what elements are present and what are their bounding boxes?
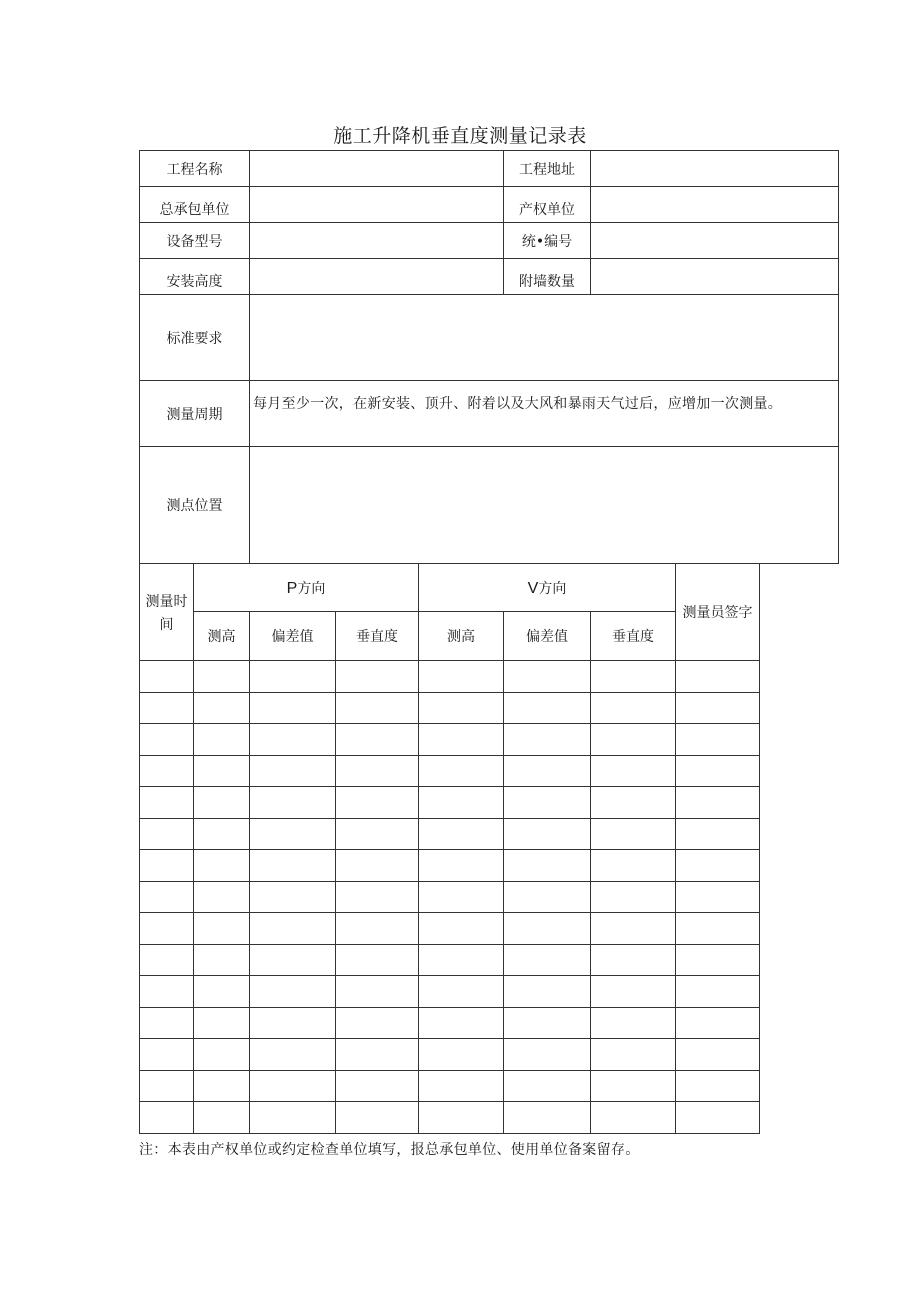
contractor-label: 总承包单位: [140, 187, 250, 223]
p-deviation-cell[interactable]: [250, 661, 336, 693]
footnote: 注：本表由产权单位或约定检查单位填写，报总承包单位、使用单位备案留存。: [139, 1142, 640, 1158]
p-verticality-cell[interactable]: [336, 850, 419, 882]
model-label: 设备型号: [140, 223, 250, 259]
p-deviation-cell[interactable]: [250, 755, 336, 787]
measurement-row: [140, 881, 839, 913]
contractor-field[interactable]: [250, 187, 504, 223]
measurement-row: [140, 976, 839, 1008]
v-verticality-cell[interactable]: [591, 1102, 676, 1134]
v-verticality-cell[interactable]: [591, 850, 676, 882]
signature-cell[interactable]: [676, 850, 760, 882]
p-verticality-cell[interactable]: [336, 818, 419, 850]
signature-cell[interactable]: [676, 1070, 760, 1102]
p-deviation-cell[interactable]: [250, 1102, 336, 1134]
measurement-row: [140, 661, 839, 693]
time-cell[interactable]: [140, 976, 194, 1008]
measurement-row: [140, 692, 839, 724]
p-deviation-cell[interactable]: [250, 1007, 336, 1039]
p-height-cell[interactable]: [194, 944, 250, 976]
p-verticality-cell[interactable]: [336, 881, 419, 913]
standard-label: 标准要求: [140, 295, 250, 381]
time-cell[interactable]: [140, 787, 194, 819]
time-cell[interactable]: [140, 724, 194, 756]
v-deviation-cell[interactable]: [504, 1070, 591, 1102]
wall-ties-label: 附墙数量: [504, 259, 591, 295]
standard-field[interactable]: [250, 295, 839, 381]
time-cell[interactable]: [140, 1039, 194, 1071]
signature-cell[interactable]: [676, 976, 760, 1008]
p-verticality-cell[interactable]: [336, 944, 419, 976]
p-height-cell[interactable]: [194, 850, 250, 882]
v-deviation-cell[interactable]: [504, 913, 591, 945]
time-cell[interactable]: [140, 1070, 194, 1102]
p-height-cell[interactable]: [194, 1102, 250, 1134]
v-verticality-header: 垂直度: [591, 612, 676, 661]
period-label: 测量周期: [140, 381, 250, 447]
form-title: 施工升降机垂直度测量记录表: [333, 125, 587, 147]
measurement-row: [140, 850, 839, 882]
v-height-cell[interactable]: [419, 661, 504, 693]
p-verticality-cell[interactable]: [336, 787, 419, 819]
v-deviation-cell[interactable]: [504, 818, 591, 850]
p-verticality-cell[interactable]: [336, 661, 419, 693]
project-address-field[interactable]: [591, 151, 839, 187]
v-deviation-cell[interactable]: [504, 976, 591, 1008]
v-height-cell[interactable]: [419, 913, 504, 945]
v-height-cell[interactable]: [419, 1039, 504, 1071]
signature-cell[interactable]: [676, 1007, 760, 1039]
install-height-field[interactable]: [250, 259, 504, 295]
v-verticality-cell[interactable]: [591, 913, 676, 945]
time-cell[interactable]: [140, 692, 194, 724]
signature-cell[interactable]: [676, 724, 760, 756]
owner-field[interactable]: [591, 187, 839, 223]
signature-cell[interactable]: [676, 661, 760, 693]
p-direction-header: [194, 564, 419, 612]
signature-cell[interactable]: [676, 755, 760, 787]
signature-cell[interactable]: [676, 818, 760, 850]
v-verticality-cell[interactable]: [591, 976, 676, 1008]
p-height-cell[interactable]: [194, 913, 250, 945]
v-deviation-cell[interactable]: [504, 1039, 591, 1071]
p-height-cell[interactable]: [194, 1039, 250, 1071]
p-height-cell[interactable]: [194, 661, 250, 693]
measurement-row: [140, 724, 839, 756]
p-deviation-cell[interactable]: [250, 913, 336, 945]
p-verticality-header: 垂直度: [336, 612, 419, 661]
time-cell[interactable]: [140, 850, 194, 882]
time-cell[interactable]: [140, 944, 194, 976]
p-verticality-cell[interactable]: [336, 724, 419, 756]
p-deviation-cell[interactable]: [250, 881, 336, 913]
v-height-cell[interactable]: [419, 692, 504, 724]
serial-label: 统•编号: [504, 223, 591, 259]
v-verticality-cell[interactable]: [591, 661, 676, 693]
p-verticality-cell[interactable]: [336, 1102, 419, 1134]
measurement-row: [140, 1007, 839, 1039]
time-header: 测量时间: [140, 564, 194, 661]
v-deviation-cell[interactable]: [504, 1007, 591, 1039]
period-text: 每月至少一次，在新安装、顶升、附着以及大风和暴雨天气过后，应增加一次测量。: [250, 381, 839, 447]
v-height-cell[interactable]: [419, 1102, 504, 1134]
v-deviation-cell[interactable]: [504, 692, 591, 724]
measurement-row: [140, 1070, 839, 1102]
p-deviation-cell[interactable]: [250, 1070, 336, 1102]
p-height-cell[interactable]: [194, 818, 250, 850]
v-height-cell[interactable]: [419, 724, 504, 756]
v-height-cell[interactable]: [419, 755, 504, 787]
p-deviation-header: 偏差值: [250, 612, 336, 661]
v-height-cell[interactable]: [419, 944, 504, 976]
measurement-row: [140, 913, 839, 945]
v-height-cell[interactable]: [419, 850, 504, 882]
p-deviation-cell[interactable]: [250, 976, 336, 1008]
time-cell[interactable]: [140, 818, 194, 850]
p-height-cell[interactable]: [194, 787, 250, 819]
p-height-cell[interactable]: [194, 724, 250, 756]
measurement-row: [140, 1039, 839, 1071]
p-verticality-cell[interactable]: [336, 1070, 419, 1102]
p-verticality-cell[interactable]: [336, 913, 419, 945]
v-verticality-cell[interactable]: [591, 1070, 676, 1102]
v-deviation-cell[interactable]: [504, 755, 591, 787]
p-height-cell[interactable]: [194, 1070, 250, 1102]
v-verticality-cell[interactable]: [591, 818, 676, 850]
v-verticality-cell[interactable]: [591, 724, 676, 756]
p-direction-letter: P: [286, 579, 298, 597]
measurement-row: [140, 818, 839, 850]
v-verticality-cell[interactable]: [591, 944, 676, 976]
time-cell[interactable]: [140, 913, 194, 945]
owner-label: 产权单位: [504, 187, 591, 223]
p-deviation-cell[interactable]: [250, 944, 336, 976]
v-verticality-cell[interactable]: [591, 881, 676, 913]
v-direction-header: [419, 564, 676, 612]
v-height-cell[interactable]: [419, 787, 504, 819]
v-deviation-cell[interactable]: [504, 787, 591, 819]
v-height-cell[interactable]: [419, 976, 504, 1008]
signature-cell[interactable]: [676, 692, 760, 724]
v-verticality-cell[interactable]: [591, 787, 676, 819]
p-verticality-cell[interactable]: [336, 755, 419, 787]
project-address-label: 工程地址: [504, 151, 591, 187]
model-field[interactable]: [250, 223, 504, 259]
signature-cell[interactable]: [676, 913, 760, 945]
v-verticality-cell[interactable]: [591, 1007, 676, 1039]
p-verticality-cell[interactable]: [336, 1039, 419, 1071]
v-height-cell[interactable]: [419, 881, 504, 913]
points-field[interactable]: [250, 447, 839, 564]
v-direction-suffix: 方向: [538, 580, 567, 597]
p-verticality-cell[interactable]: [336, 692, 419, 724]
p-verticality-cell[interactable]: [336, 976, 419, 1008]
signature-cell[interactable]: [676, 1039, 760, 1071]
p-deviation-cell[interactable]: [250, 787, 336, 819]
v-height-cell[interactable]: [419, 1070, 504, 1102]
time-cell[interactable]: [140, 755, 194, 787]
v-height-header: 测高: [419, 612, 504, 661]
v-height-cell[interactable]: [419, 818, 504, 850]
wall-ties-field[interactable]: [591, 259, 839, 295]
p-verticality-cell[interactable]: [336, 1007, 419, 1039]
p-deviation-cell[interactable]: [250, 850, 336, 882]
p-deviation-cell[interactable]: [250, 1039, 336, 1071]
measurement-row: [140, 787, 839, 819]
p-height-cell[interactable]: [194, 755, 250, 787]
p-direction-suffix: 方向: [297, 580, 326, 597]
v-verticality-cell[interactable]: [591, 755, 676, 787]
signature-header: 测量员签字: [676, 564, 760, 661]
measurement-row: [140, 944, 839, 976]
p-height-cell[interactable]: [194, 881, 250, 913]
signature-cell[interactable]: [676, 1102, 760, 1134]
measurement-record-table: [139, 150, 839, 1134]
v-deviation-cell[interactable]: [504, 661, 591, 693]
p-deviation-cell[interactable]: [250, 724, 336, 756]
v-deviation-cell[interactable]: [504, 944, 591, 976]
v-deviation-cell[interactable]: [504, 881, 591, 913]
serial-field[interactable]: [591, 223, 839, 259]
v-direction-letter: V: [527, 579, 539, 597]
signature-cell[interactable]: [676, 881, 760, 913]
p-height-cell[interactable]: [194, 692, 250, 724]
signature-cell[interactable]: [676, 944, 760, 976]
v-deviation-cell[interactable]: [504, 1102, 591, 1134]
time-cell[interactable]: [140, 1102, 194, 1134]
time-cell[interactable]: [140, 1007, 194, 1039]
p-deviation-cell[interactable]: [250, 692, 336, 724]
v-deviation-header: 偏差值: [504, 612, 591, 661]
v-deviation-cell[interactable]: [504, 724, 591, 756]
v-verticality-cell[interactable]: [591, 1039, 676, 1071]
project-name-field[interactable]: [250, 151, 504, 187]
measurement-row: [140, 1102, 839, 1134]
p-deviation-cell[interactable]: [250, 818, 336, 850]
signature-cell[interactable]: [676, 787, 760, 819]
v-verticality-cell[interactable]: [591, 692, 676, 724]
measurement-row: [140, 755, 839, 787]
time-cell[interactable]: [140, 881, 194, 913]
time-cell[interactable]: [140, 661, 194, 693]
project-name-label: 工程名称: [140, 151, 250, 187]
install-height-label: 安装高度: [140, 259, 250, 295]
v-height-cell[interactable]: [419, 1007, 504, 1039]
v-deviation-cell[interactable]: [504, 850, 591, 882]
points-label: 测点位置: [140, 447, 250, 564]
p-height-cell[interactable]: [194, 976, 250, 1008]
p-height-header: 测高: [194, 612, 250, 661]
p-height-cell[interactable]: [194, 1007, 250, 1039]
